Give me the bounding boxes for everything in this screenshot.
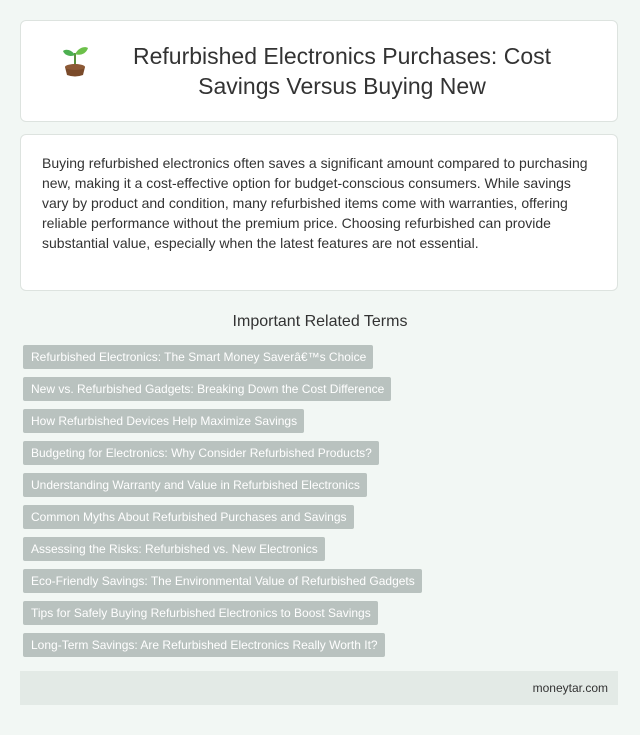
title-wrap	[61, 41, 577, 101]
page-title: Refurbished Electronics Purchases: Cost Savings Versus Buying New	[132, 43, 552, 99]
related-term-tag[interactable]: New vs. Refurbished Gadgets: Breaking Down the Cost Difference	[23, 377, 391, 401]
list-item	[23, 633, 613, 665]
list-item	[23, 537, 613, 569]
list-item	[23, 569, 613, 601]
footer	[20, 671, 618, 705]
summary-text: Buying refurbished electronics often saves a significant amount compared to purchasing new, making it a cost-effective option for budget-conscious consumers. While savings vary by product and condition, many refurbished items come with warranties, offering reliable performance without the premium price. Choosing refurbished can provide substantial value, especially when the latest features are not essential.	[42, 155, 588, 251]
title-card	[20, 20, 618, 122]
related-term-tag[interactable]: Eco-Friendly Savings: The Environmental Value of Refurbished Gadgets	[23, 569, 422, 593]
related-terms-list	[23, 345, 613, 665]
related-term-tag[interactable]: Budgeting for Electronics: Why Consider Refurbished Products?	[23, 441, 379, 465]
list-item	[23, 473, 613, 505]
related-term-tag[interactable]: Understanding Warranty and Value in Refurbished Electronics	[23, 473, 367, 497]
list-item	[23, 601, 613, 633]
related-term-tag[interactable]: How Refurbished Devices Help Maximize Savings	[23, 409, 304, 433]
list-item	[23, 441, 613, 473]
related-term-tag[interactable]: Refurbished Electronics: The Smart Money Saverâ€™s Choice	[23, 345, 373, 369]
related-terms-heading: Important Related Terms	[232, 313, 408, 330]
related-term-tag[interactable]: Assessing the Risks: Refurbished vs. New Electronics	[23, 537, 325, 561]
sprout-icon	[61, 43, 89, 77]
list-item	[23, 505, 613, 537]
footer-site-link[interactable]: moneytar.com	[532, 681, 608, 695]
related-term-tag[interactable]: Common Myths About Refurbished Purchases and Savings	[23, 505, 354, 529]
list-item	[23, 377, 613, 409]
list-item	[23, 345, 613, 377]
list-item	[23, 409, 613, 441]
related-term-tag[interactable]: Long-Term Savings: Are Refurbished Electronics Really Worth It?	[23, 633, 385, 657]
related-term-tag[interactable]: Tips for Safely Buying Refurbished Electronics to Boost Savings	[23, 601, 378, 625]
summary-card	[20, 134, 618, 291]
